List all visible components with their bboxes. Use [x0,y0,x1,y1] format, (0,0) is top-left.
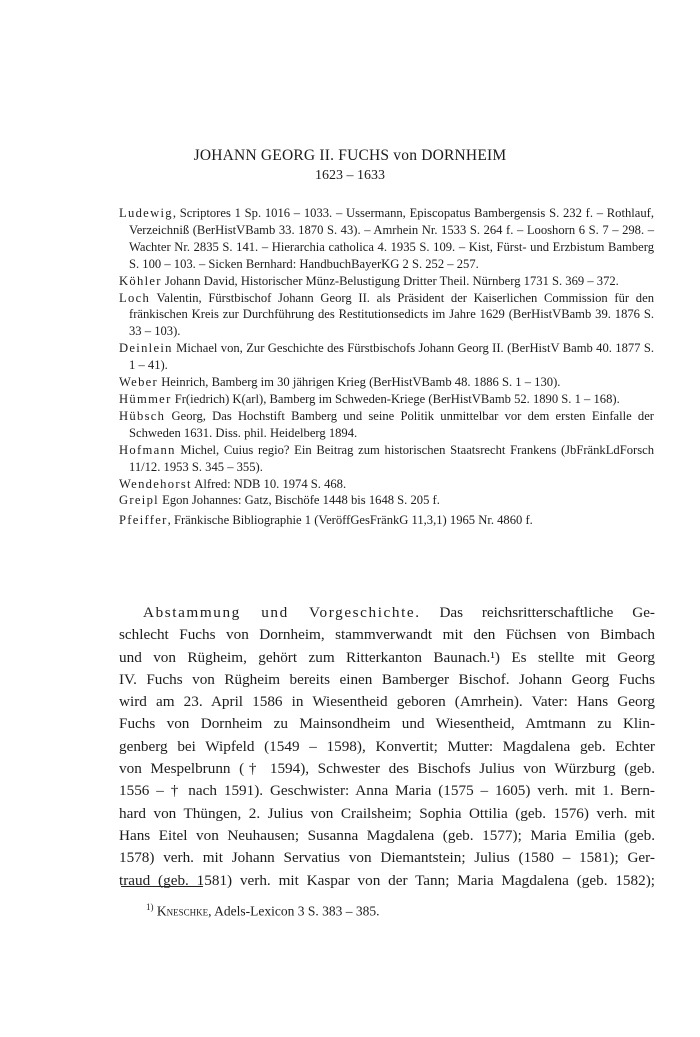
footnote [146,898,380,921]
body-paragraph [119,602,655,892]
bibliography-author: Deinlein [119,341,173,356]
bibliography-text: Johann David, Historischer Münz-Belustigung Dritter Theil. Nürnberg 1731 S. 369 – 372. [161,273,619,288]
bibliography-author: Loch [119,290,151,305]
footnote-text: , Adels-Lexicon 3 S. 383 – 385. [208,903,380,919]
bibliography-text: Georg, Das Hochstift Bamberg und seine Politik unmittelbar vor dem ersten Einfalle der Schweden 1631. Diss. phil. Heidelberg 1894. [129,408,654,440]
bibliography-text: Michael von, Zur Geschichte des Fürstbischofs Johann Georg II. (BerHistV Bamb 40. 1877 S. 1 – 41). [129,341,654,373]
bibliography-text: , Fränkische Bibliographie 1 (VeröffGesFränkG 11,3,1) 1965 Nr. 4860 f. [167,513,533,528]
bibliography-author: Hofmann [119,442,176,457]
bibliography-author: Hümmer [119,391,172,406]
body-line: Fuchs von Dornheim zu Mainsondheim und Wiesentheid, Amtmann zu Klin- [119,715,655,733]
bibliography-entry [119,374,654,391]
bibliography-entry [119,205,654,273]
bibliography-text: , Scriptores 1 Sp. 1016 – 1033. – Ussermann, Episcopatus Bambergensis S. 232 f. – Rothlauf, Verzeichniß (BerHistVBamb 33. 1870 S. 43). – Amrhein Nr. 1533 S. 264 f. – Looshorn 6 S. 7 – 298. – Wachter Nr. 2835 S. 141. – Hierarchia catholica 4. 1935 S. 109. – Kist, Fürst- und Erzbistum Bamberg S. 100 – 103. – Sicken Bernhard: HandbuchBayerKG 2 S. 252 – 257. [129,206,654,271]
bibliography-author: Ludewig [119,206,173,220]
bibliography-author: Pfeiffer [119,513,168,528]
bibliography-author: Weber [119,375,159,390]
body-line: hard von Thüngen, 2. Julius von Crailsheim; Sophia Ottilia (geb. 1576) verh. mit [119,804,655,822]
body-line: traud (geb. 1581) verh. mit Kaspar von der Tann; Maria Magdalena (geb. 1582); [119,871,655,889]
bibliography-text: Valentin, Fürstbischof Johann Georg II. als Präsident der Kaiserlichen Commission für den fränkischen Kreis zur Durchführung des Restitutionsedicts im Jahre 1629 (BerHistVBamb 39. 1876 S. 33 – 103). [129,290,654,339]
page-heading [0,146,700,186]
footnote-marker: 1) [146,902,154,912]
section-lead: Abstammung und Vorgeschichte. [143,604,421,621]
body-line: schlecht Fuchs von Dornheim, stammverwandt mit den Füchsen von Bimbach [119,626,655,644]
footnote-author: Kneschke [156,903,209,919]
body-line: wird am 23. April 1586 in Wiesentheid geboren (Amrhein). Vater: Hans Georg [119,693,655,711]
bibliography-text: Heinrich, Bamberg im 30 jährigen Krieg (BerHistVBamb 48. 1886 S. 1 – 130). [158,375,561,390]
body-line: IV. Fuchs von Rügheim bereits einen Bamberger Bischof. Johann Georg Fuchs [119,670,655,688]
bibliography-text: Michel, Cuius regio? Ein Beitrag zum historischen Staatsrecht Frankens (JbFränkLdForsch 11/12. 1953 S. 345 – 355). [129,442,654,474]
body-line: genberg bei Wipfeld (1549 – 1598), Konvertit; Mutter: Magdalena geb. Echter [119,737,655,755]
bibliography-author: Wendehorst [119,476,192,491]
body-line: von Mespelbrunn († 1594), Schwester des Bischofs Julius von Würzburg (geb. [119,760,655,778]
bibliography-entry [119,492,654,509]
bibliography-text: Fr(iedrich) K(arl), Bamberg im Schweden-Kriege (BerHistVBamb 52. 1890 S. 1 – 168). [171,391,620,406]
bibliography-entry [119,442,654,476]
bibliography-text: Egon Johannes: Gatz, Bischöfe 1448 bis 1648 S. 205 f. [158,493,440,508]
body-line: Hans Eitel von Neuhausen; Susanna Magdalena (geb. 1577); Maria Emilia (geb. [119,826,655,844]
bibliography [119,205,654,529]
body-line-text: Das reichsritterschaftliche Ge- [420,604,655,621]
body-line: 1578) verh. mit Johann Servatius von Diemantstein; Julius (1580 – 1581); Ger- [119,849,655,867]
bibliography-author: Köhler [119,273,162,288]
reign-years: 1623 – 1633 [315,168,385,183]
bibliography-author: Hübsch [119,408,166,423]
body-line: 1556 – † nach 1591). Geschwister: Anna Maria (1575 – 1605) verh. mit 1. Bern- [119,782,655,800]
footnote-marker-number: 1 [146,902,151,912]
page-title: JOHANN GEORG II. FUCHS von DORNHEIM [193,147,507,164]
bibliography-entry [119,391,654,408]
body-line [119,602,655,624]
bibliography-entry [119,340,654,374]
bibliography-author: Greipl [119,493,159,508]
bibliography-entry [119,273,654,290]
bibliography-entry [119,408,654,442]
bibliography-entry [119,512,654,529]
footnote-separator [121,886,203,887]
bibliography-text: Alfred: NDB 10. 1974 S. 468. [191,476,347,491]
body-line: und von Rügheim, gehört zum Ritterkanton Baunach.¹) Es stellte mit Georg [119,648,655,666]
bibliography-entry [119,290,654,341]
bibliography-entry [119,476,654,493]
